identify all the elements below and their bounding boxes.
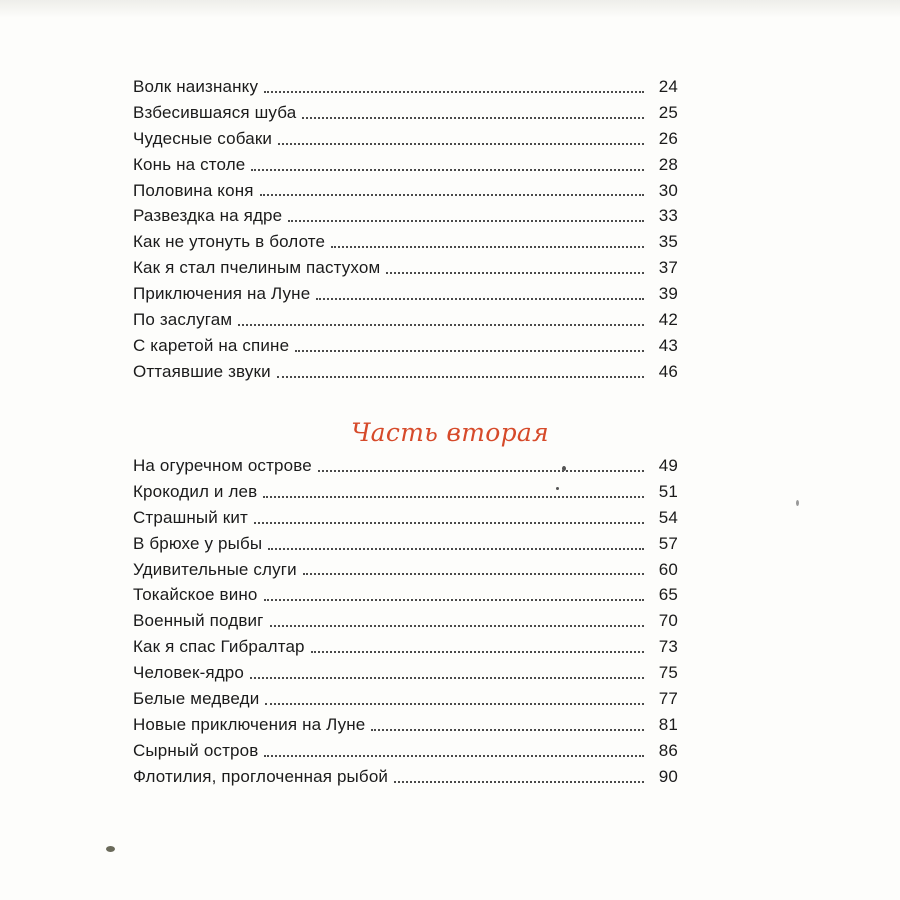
toc-entry bbox=[133, 284, 678, 310]
dot-leader bbox=[331, 246, 644, 248]
toc-entry-page: 39 bbox=[658, 284, 678, 304]
toc-entry bbox=[133, 560, 678, 586]
dot-leader bbox=[394, 781, 644, 783]
toc-entry-page: 25 bbox=[658, 102, 678, 122]
dot-leader bbox=[251, 169, 644, 171]
toc-entry-title: Конь на столе bbox=[133, 154, 246, 174]
toc-entry-page: 60 bbox=[658, 559, 678, 579]
toc-entry bbox=[133, 508, 678, 534]
toc-entry-title: Развездка на ядре bbox=[133, 206, 283, 226]
toc-entry-page: 70 bbox=[658, 611, 678, 631]
toc-entry-page: 26 bbox=[658, 128, 678, 148]
toc-entry-page: 37 bbox=[658, 258, 678, 278]
dot-leader bbox=[250, 677, 644, 679]
dot-leader bbox=[265, 703, 644, 705]
toc-entry-title: С каретой на спине bbox=[133, 335, 290, 355]
toc-entry bbox=[133, 155, 678, 181]
toc-entry-page: 28 bbox=[658, 154, 678, 174]
toc-entry-title: Удивительные слуги bbox=[133, 559, 297, 579]
dot-leader bbox=[303, 573, 644, 575]
toc-entry-title: Страшный кит bbox=[133, 507, 248, 527]
toc-entry bbox=[133, 456, 678, 482]
toc-part-one bbox=[133, 77, 678, 388]
toc-entry bbox=[133, 103, 678, 129]
toc-entry-title: Половина коня bbox=[133, 180, 254, 200]
dot-leader bbox=[311, 651, 644, 653]
toc-entry-title: Оттаявшие звуки bbox=[133, 361, 271, 381]
toc-entry-title: Волк наизнанку bbox=[133, 77, 259, 96]
toc-entry-title: По заслугам bbox=[133, 310, 233, 330]
dot-leader bbox=[264, 91, 644, 93]
toc-entry-page: 65 bbox=[658, 585, 678, 605]
toc-entry-page: 90 bbox=[658, 766, 678, 786]
dot-leader bbox=[260, 194, 644, 196]
toc-entry bbox=[133, 206, 678, 232]
toc-entry bbox=[133, 715, 678, 741]
toc-entry-page: 43 bbox=[658, 335, 678, 355]
dot-leader bbox=[371, 729, 644, 731]
dot-leader bbox=[302, 117, 644, 119]
toc-entry bbox=[133, 129, 678, 155]
toc-entry bbox=[133, 663, 678, 689]
toc-entry bbox=[133, 689, 678, 715]
dot-leader bbox=[263, 496, 644, 498]
toc-entry-page: 54 bbox=[658, 507, 678, 527]
dot-leader bbox=[238, 324, 644, 326]
toc-entry bbox=[133, 611, 678, 637]
paper-speck bbox=[556, 487, 559, 490]
dot-leader bbox=[278, 143, 644, 145]
toc-entry-title: В брюхе у рыбы bbox=[133, 533, 263, 553]
dot-leader bbox=[386, 272, 644, 274]
toc-entry-page: 77 bbox=[658, 689, 678, 709]
toc-entry-page: 81 bbox=[658, 714, 678, 734]
toc-entry bbox=[133, 482, 678, 508]
paper-speck bbox=[106, 846, 115, 852]
toc-entry-page: 86 bbox=[658, 740, 678, 760]
dot-leader bbox=[270, 625, 645, 627]
toc-entry bbox=[133, 534, 678, 560]
dot-leader bbox=[268, 548, 644, 550]
toc-entry-page: 75 bbox=[658, 663, 678, 683]
toc-entry-page: 73 bbox=[658, 637, 678, 657]
toc-entry-page: 51 bbox=[658, 481, 678, 501]
toc-entry bbox=[133, 181, 678, 207]
section-heading-part-two: Часть вторая bbox=[351, 418, 549, 447]
toc-entry-title: Как не утонуть в болоте bbox=[133, 232, 326, 252]
toc-entry-title: Новые приключения на Луне bbox=[133, 714, 366, 734]
toc-entry-title: Флотилия, проглоченная рыбой bbox=[133, 766, 389, 786]
toc-entry-title: Человек-ядро bbox=[133, 663, 245, 683]
dot-leader bbox=[318, 470, 644, 472]
toc-entry-title: Как я стал пчелиным пастухом bbox=[133, 258, 381, 278]
dot-leader bbox=[277, 376, 644, 378]
toc-entry-page: 24 bbox=[658, 77, 678, 96]
toc-entry bbox=[133, 767, 678, 793]
toc-entry-title: Токайское вино bbox=[133, 585, 258, 605]
toc-entry bbox=[133, 637, 678, 663]
dot-leader bbox=[264, 755, 644, 757]
toc-entry bbox=[133, 258, 678, 284]
toc-entry-page: 35 bbox=[658, 232, 678, 252]
toc-entry-title: Как я спас Гибралтар bbox=[133, 637, 305, 657]
dot-leader bbox=[288, 220, 644, 222]
dot-leader bbox=[264, 599, 644, 601]
toc-entry-title: Крокодил и лев bbox=[133, 481, 258, 501]
toc-entry-page: 42 bbox=[658, 310, 678, 330]
paper-speck bbox=[562, 466, 566, 471]
dot-leader bbox=[316, 298, 644, 300]
toc-entry bbox=[133, 336, 678, 362]
toc-entry-title: Белые медведи bbox=[133, 689, 260, 709]
toc-entry bbox=[133, 741, 678, 767]
toc-entry-page: 33 bbox=[658, 206, 678, 226]
toc-entry bbox=[133, 362, 678, 388]
page-top-shadow bbox=[0, 0, 900, 18]
toc-entry-page: 57 bbox=[658, 533, 678, 553]
toc-entry-title: На огуречном острове bbox=[133, 456, 312, 475]
toc-part-two bbox=[133, 456, 678, 793]
toc-entry bbox=[133, 232, 678, 258]
toc-entry-title: Взбесившаяся шуба bbox=[133, 102, 297, 122]
paper-speck bbox=[796, 500, 799, 506]
toc-entry bbox=[133, 310, 678, 336]
toc-entry-page: 46 bbox=[658, 361, 678, 381]
dot-leader bbox=[254, 522, 644, 524]
dot-leader bbox=[295, 350, 644, 352]
toc-entry-page: 49 bbox=[658, 456, 678, 475]
toc-entry-title: Сырный остров bbox=[133, 740, 259, 760]
toc-entry bbox=[133, 585, 678, 611]
toc-entry bbox=[133, 77, 678, 103]
toc-entry-title: Приключения на Луне bbox=[133, 284, 311, 304]
toc-entry-title: Военный подвиг bbox=[133, 611, 264, 631]
toc-entry-page: 30 bbox=[658, 180, 678, 200]
toc-entry-title: Чудесные собаки bbox=[133, 128, 273, 148]
